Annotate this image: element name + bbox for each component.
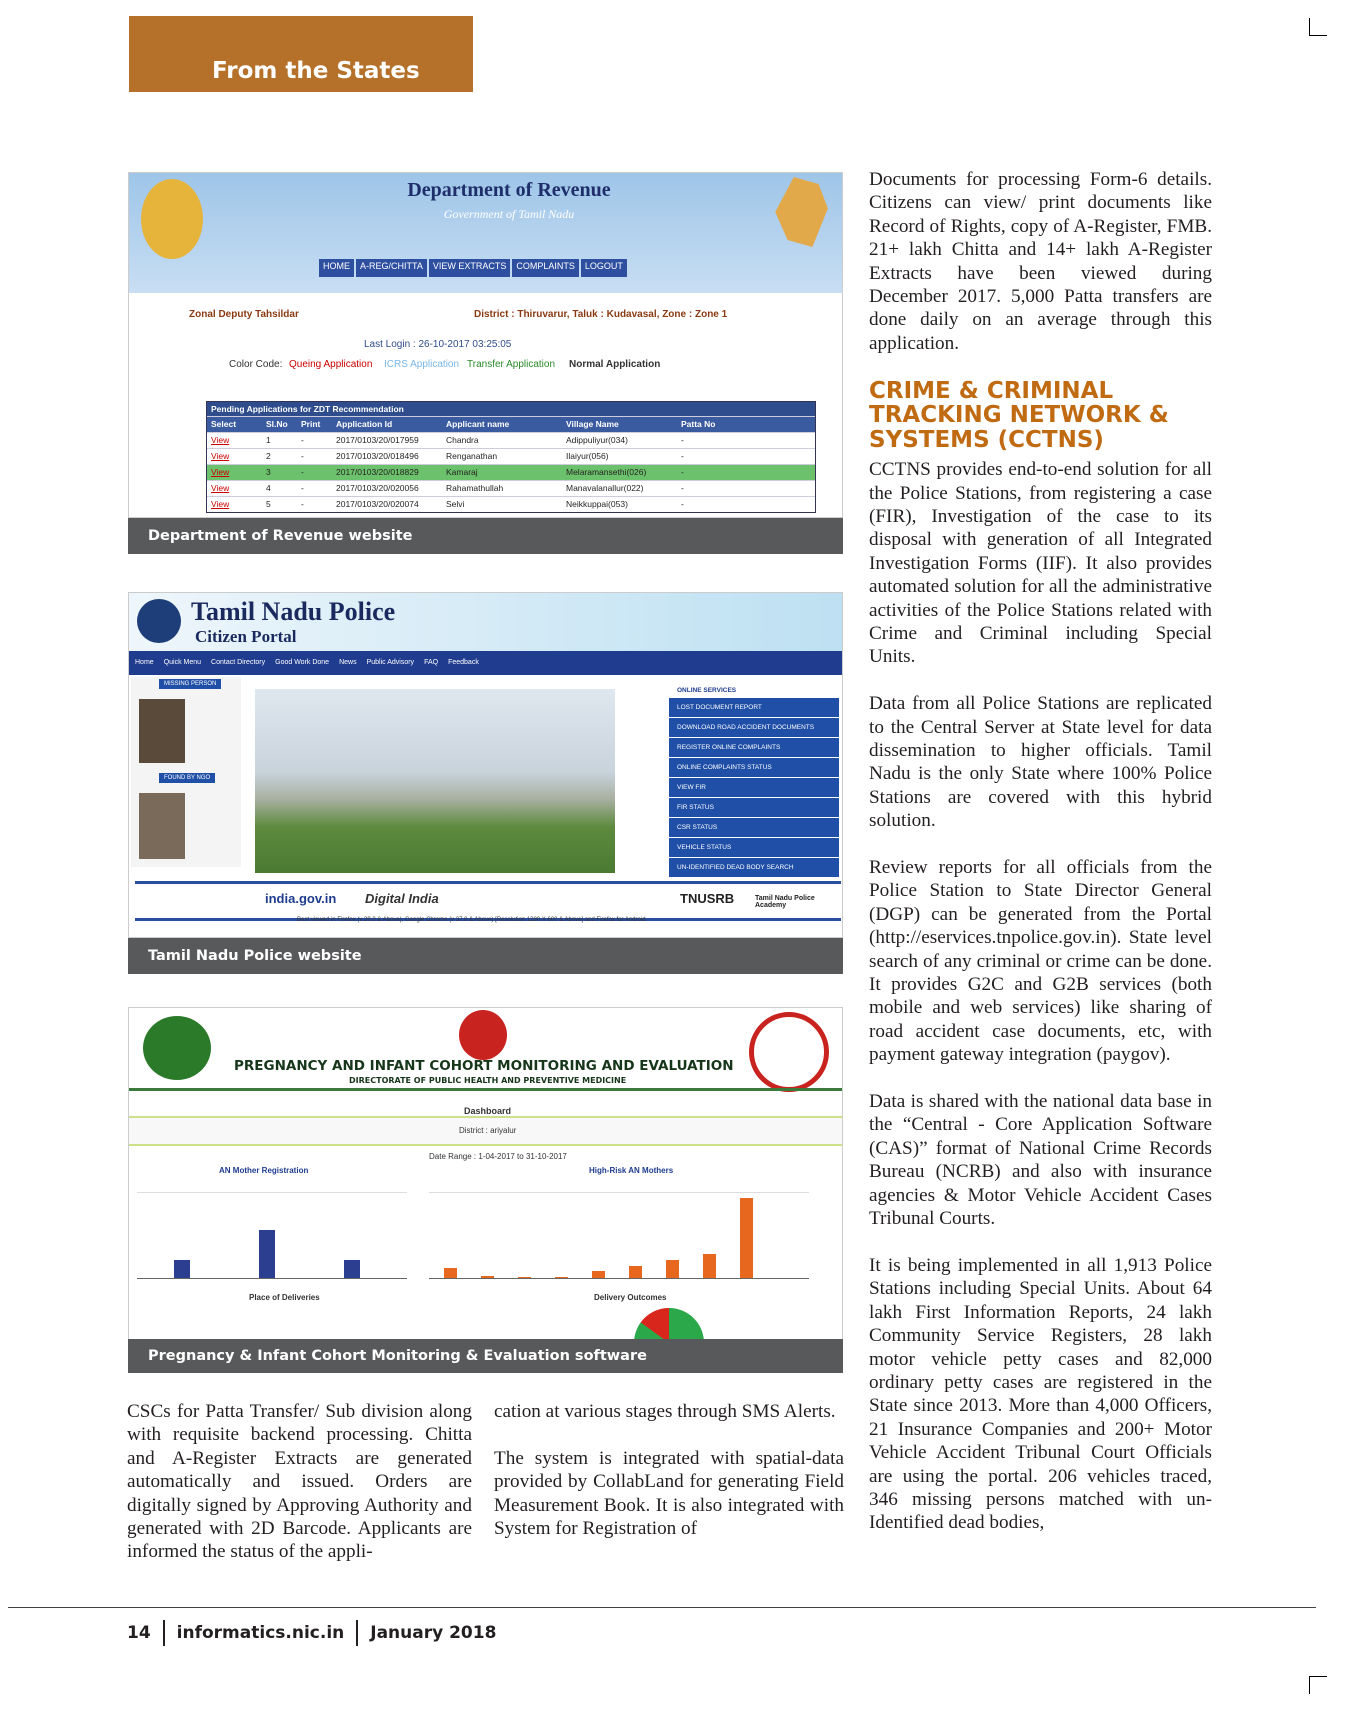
user-role: Zonal Deputy Tahsildar <box>189 309 299 320</box>
column-left <box>127 1400 472 1587</box>
chart1-xlabel: Place of Deliveries <box>249 1293 320 1302</box>
found-person-photo <box>139 793 185 859</box>
nav-complaints[interactable]: COMPLAINTS <box>512 259 579 277</box>
table-cell: 1 <box>266 435 271 445</box>
pending-table <box>206 401 816 513</box>
nav-chitta[interactable]: A-REG/CHITTA <box>356 259 427 277</box>
dashboard-label: Dashboard <box>464 1106 512 1116</box>
police-emblem-icon <box>137 599 181 643</box>
view-link[interactable]: View <box>211 499 230 509</box>
partner-tnusrb[interactable]: TNUSRB <box>680 891 735 906</box>
table-row <box>207 448 815 464</box>
column-right <box>869 168 1212 1558</box>
chart2-bar <box>592 1271 605 1278</box>
paragraph: Data is shared with the national data base in the “Central - Core Application Software (CAS)” format of National Crime Records Bureau (NCRB) and also with insurance agencies & Motor Vehicle Accident Cases Tribunal Courts. <box>869 1091 1212 1230</box>
table-row <box>207 480 815 496</box>
table-cell: Melaramansethi(026) <box>566 467 647 477</box>
chart2-bar <box>481 1276 494 1278</box>
table-cell: Kamaraj <box>446 467 478 477</box>
footer-rule <box>8 1607 1316 1608</box>
dph-caption: Pregnancy & Infant Cohort Monitoring & Evaluation software <box>128 1339 843 1373</box>
chart2-bar <box>629 1266 642 1278</box>
table-cell: 2017/0103/20/017959 <box>336 435 419 445</box>
tn-map-icon <box>769 177 831 247</box>
table-cell: Manavalanallur(022) <box>566 483 644 493</box>
chart2-bar <box>740 1198 753 1278</box>
district-info: District : Thiruvarur, Taluk : Kudavasal, Zone : Zone 1 <box>474 309 728 320</box>
table-cell: - <box>681 467 684 477</box>
table-cell: - <box>301 499 304 509</box>
col-header: Village Name <box>566 419 619 429</box>
partner-logos <box>135 881 841 921</box>
police-sidebar <box>131 677 241 867</box>
chart2-bar <box>666 1260 679 1278</box>
dph-title: PREGNANCY AND INFANT COHORT MONITORING AND EVALUATION <box>234 1058 734 1074</box>
col-header: Print <box>301 419 321 429</box>
table-cell: Renganathan <box>446 451 498 461</box>
col-header: Application Id <box>336 419 393 429</box>
nav-view-extracts[interactable]: VIEW EXTRACTS <box>429 259 511 277</box>
paragraph: The system is integrated with spatial-data provided by CollabLand for generating Field Measurement Book. It is also integrated with System for Registration of <box>494 1447 844 1540</box>
footer-separator <box>163 1620 165 1646</box>
online-services-heading: ONLINE SERVICES <box>669 685 839 697</box>
table-cell: 2017/0103/20/018496 <box>336 451 419 461</box>
legend-icrs: ICRS Application <box>384 359 460 370</box>
police-banner <box>129 593 843 651</box>
police-hq-photo <box>255 689 615 873</box>
dph-screenshot <box>128 1007 843 1341</box>
chart1-bar <box>174 1260 190 1278</box>
section-heading: CRIME & CRIMINAL TRACKING NETWORK & SYSTEMS (CCTNS) <box>869 377 1169 453</box>
district-filter: District : ariyalur <box>459 1126 517 1135</box>
table-cell: - <box>681 483 684 493</box>
column-middle <box>494 1400 844 1564</box>
table-cell: 5 <box>266 499 271 509</box>
table-cell: Rahamathullah <box>446 483 504 493</box>
footer-separator <box>356 1620 358 1646</box>
partner-india-gov[interactable]: india.gov.in <box>265 891 337 906</box>
table-cell: 4 <box>266 483 271 493</box>
police-screenshot <box>128 592 843 938</box>
browser-note: Best viewed in Firefox (v 39.0 & Above), Google Chrome (v 37.0 & Above) [Resolution 1280 X 600 & Above] and Firefox for Android <box>297 917 646 923</box>
service-register-complaint[interactable]: REGISTER ONLINE COMPLAINTS <box>669 738 839 757</box>
table-cell: 2 <box>266 451 271 461</box>
table-cell: 2017/0103/20/018829 <box>336 467 419 477</box>
police-subtitle: Citizen Portal <box>195 627 297 646</box>
chart2-axis <box>429 1192 809 1193</box>
chart1-title: AN Mother Registration <box>219 1166 309 1175</box>
nav-news[interactable]: News <box>339 659 357 666</box>
table-cell: 3 <box>266 467 271 477</box>
dph-divider <box>129 1088 843 1091</box>
color-code-label: Color Code: <box>229 359 283 370</box>
table-cell: Adippuliyur(034) <box>566 435 628 445</box>
revenue-nav <box>319 259 627 277</box>
found-by-ngo-label: FOUND BY NGO <box>159 773 215 783</box>
chart1-axis <box>137 1192 407 1193</box>
page-footer <box>127 1620 496 1646</box>
chart2-bar <box>518 1277 531 1278</box>
nav-public-advisory[interactable]: Public Advisory <box>366 659 415 666</box>
table-cell: Ilaiyur(056) <box>566 451 609 461</box>
service-dead-body-search[interactable]: UN-IDENTIFIED DEAD BODY SEARCH <box>669 858 839 877</box>
nav-quick-menu[interactable]: Quick Menu <box>163 659 202 666</box>
view-link[interactable]: View <box>211 483 230 493</box>
legend-normal: Normal Application <box>569 359 661 370</box>
chart2-title: High-Risk AN Mothers <box>589 1166 674 1175</box>
table-cell: Neikkuppai(053) <box>566 499 628 509</box>
paragraph: CSCs for Patta Transfer/ Sub division along with requisite backend processing. Chitta and A-Register Extracts are generated automatically and issued. Orders are digitally signed by Approving Authority and generated with 2D Barcode. Applicants are informed the status of the appli- <box>127 1401 472 1563</box>
col-header: Select <box>211 419 237 429</box>
date-range: Date Range : 1-04-2017 to 31-10-2017 <box>429 1152 567 1161</box>
table-cell: - <box>301 435 304 445</box>
chart2-bar <box>444 1268 457 1278</box>
police-title: Tamil Nadu Police <box>191 597 396 626</box>
nav-feedback[interactable]: Feedback <box>448 659 479 666</box>
table-title: Pending Applications for ZDT Recommendation <box>207 402 815 416</box>
tn-emblem <box>143 1016 211 1080</box>
crop-mark <box>1309 1676 1310 1694</box>
section-title: From the States <box>212 58 420 84</box>
page-number: 14 <box>127 1623 151 1643</box>
tn-emblem <box>141 179 203 259</box>
table-row <box>207 464 815 480</box>
chart2-baseline <box>429 1278 809 1279</box>
nhm-logo <box>749 1012 829 1092</box>
table-cell: Chandra <box>446 435 479 445</box>
nav-faq[interactable]: FAQ <box>424 659 439 666</box>
nav-contact-directory[interactable]: Contact Directory <box>211 659 266 666</box>
col-header: Sl.No <box>266 419 288 429</box>
crop-mark <box>1309 18 1310 36</box>
paragraph: Documents for processing Form-6 details. Citizens can view/ print documents like Record of Rights, copy of A-Register, FMB. 21+ lakh Chitta and 14+ lakh A-Register Extracts have been viewed during December 2017. 5,000 Patta transfers are done daily on an average through this application. <box>869 169 1212 354</box>
legend-queing: Queing Application <box>289 359 373 370</box>
chart1-baseline <box>137 1278 407 1279</box>
table-cell: - <box>301 467 304 477</box>
nav-good-work[interactable]: Good Work Done <box>275 659 330 666</box>
paragraph: CCTNS provides end-to-end solution for all the Police Stations, from registering a case (FIR), Investigation of the case to its disposal with generation of all Integrated Investigation Forms (IIF). It also provides automated solution for all the administrative activities of the Police Stations related with Crime and Criminal including Special Units. <box>869 459 1212 668</box>
view-link[interactable]: View <box>211 451 230 461</box>
nav-logout[interactable]: LOGOUT <box>581 259 627 277</box>
view-link[interactable]: View <box>211 435 230 445</box>
missing-person-photo <box>139 699 185 763</box>
dph-logo <box>459 1010 507 1060</box>
service-vehicle-status[interactable]: VEHICLE STATUS <box>669 838 839 857</box>
table-cell: 2017/0103/20/020074 <box>336 499 419 509</box>
view-link[interactable]: View <box>211 467 230 477</box>
filter-bar <box>129 1116 843 1146</box>
paragraph: cation at various stages through SMS Alerts. <box>494 1401 836 1422</box>
nav-home[interactable]: HOME <box>319 259 354 277</box>
chart2-xlabel: Delivery Outcomes <box>594 1293 667 1302</box>
revenue-title: Department of Revenue <box>407 179 611 201</box>
missing-person-label: MISSING PERSON <box>159 679 221 689</box>
table-row <box>207 496 815 512</box>
partner-police-academy[interactable]: Tamil Nadu Police Academy <box>755 895 815 909</box>
table-cell: 2017/0103/20/020056 <box>336 483 419 493</box>
chart1-bar <box>259 1230 275 1278</box>
table-cell: - <box>681 451 684 461</box>
table-cell: - <box>301 451 304 461</box>
paragraph: Data from all Police Stations are replicated to the Central Server at State level for data dissemination to higher officials. Tamil Nadu is the only State where 100% Police Stations are covered with this hybrid solution. <box>869 693 1212 832</box>
dph-subtitle: DIRECTORATE OF PUBLIC HEALTH AND PREVENTIVE MEDICINE <box>349 1076 627 1085</box>
partner-digital-india[interactable]: Digital India <box>365 891 439 906</box>
table-cell: Selvi <box>446 499 465 509</box>
service-complaint-status[interactable]: ONLINE COMPLAINTS STATUS <box>669 758 839 777</box>
revenue-screenshot <box>128 172 843 518</box>
paragraph: Review reports for all officials from the Police Station to State Director General (DGP) can be generated from the Portal (http://eservices.tnpolice.gov.in). State level search of any criminal or crime can be done. It provides G2C and G2B services (both mobile and web services) like sharing of road accident case documents, etc, with payment gateway integration (paygov). <box>869 857 1212 1066</box>
table-cell: - <box>681 435 684 445</box>
revenue-caption: Department of Revenue website <box>128 518 843 554</box>
table-cell: - <box>301 483 304 493</box>
service-csr-status[interactable]: CSR STATUS <box>669 818 839 837</box>
table-cell: - <box>681 499 684 509</box>
chart1-bar <box>344 1260 360 1278</box>
online-services-menu <box>669 685 839 878</box>
table-header <box>207 416 815 432</box>
paragraph: It is being implemented in all 1,913 Police Stations including Special Units. About 64 lakh First Information Reports, 24 lakh Community Service Registers, 28 lakh motor vehicle petty cases and 82,000 ordinary petty cases are registered in the State since 2013. More than 4,000 Officers, 21 Insurance Companies and 200+ Motor Vehicle Accident Tribunal Court Officials are using the portal. 206 vehicles traced, 346 missing persons matched with un-Identified dead bodies, <box>869 1254 1212 1534</box>
table-row <box>207 432 815 448</box>
revenue-subtitle: Government of Tamil Nadu <box>443 207 575 221</box>
last-login: Last Login : 26-10-2017 03:25:05 <box>364 339 512 350</box>
police-caption: Tamil Nadu Police website <box>128 938 843 974</box>
crop-mark <box>1309 1676 1327 1677</box>
chart2-bar <box>555 1277 568 1278</box>
col-header: Patta No <box>681 419 716 429</box>
footer-site: informatics.nic.in <box>176 1623 345 1643</box>
nav-home[interactable]: Home <box>135 659 154 666</box>
service-view-fir[interactable]: VIEW FIR <box>669 778 839 797</box>
col-header: Applicant name <box>446 419 510 429</box>
police-nav <box>129 651 843 675</box>
service-lost-document[interactable]: LOST DOCUMENT REPORT <box>669 698 839 717</box>
service-fir-status[interactable]: FIR STATUS <box>669 798 839 817</box>
crop-mark <box>1309 35 1327 36</box>
chart2-bar <box>703 1254 716 1278</box>
section-header <box>129 16 473 92</box>
pie-chart <box>634 1308 704 1341</box>
legend-transfer: Transfer Application <box>467 359 556 370</box>
footer-date: January 2018 <box>370 1623 497 1643</box>
service-download-accident[interactable]: DOWNLOAD ROAD ACCIDENT DOCUMENTS <box>669 718 839 737</box>
revenue-banner <box>129 173 843 293</box>
